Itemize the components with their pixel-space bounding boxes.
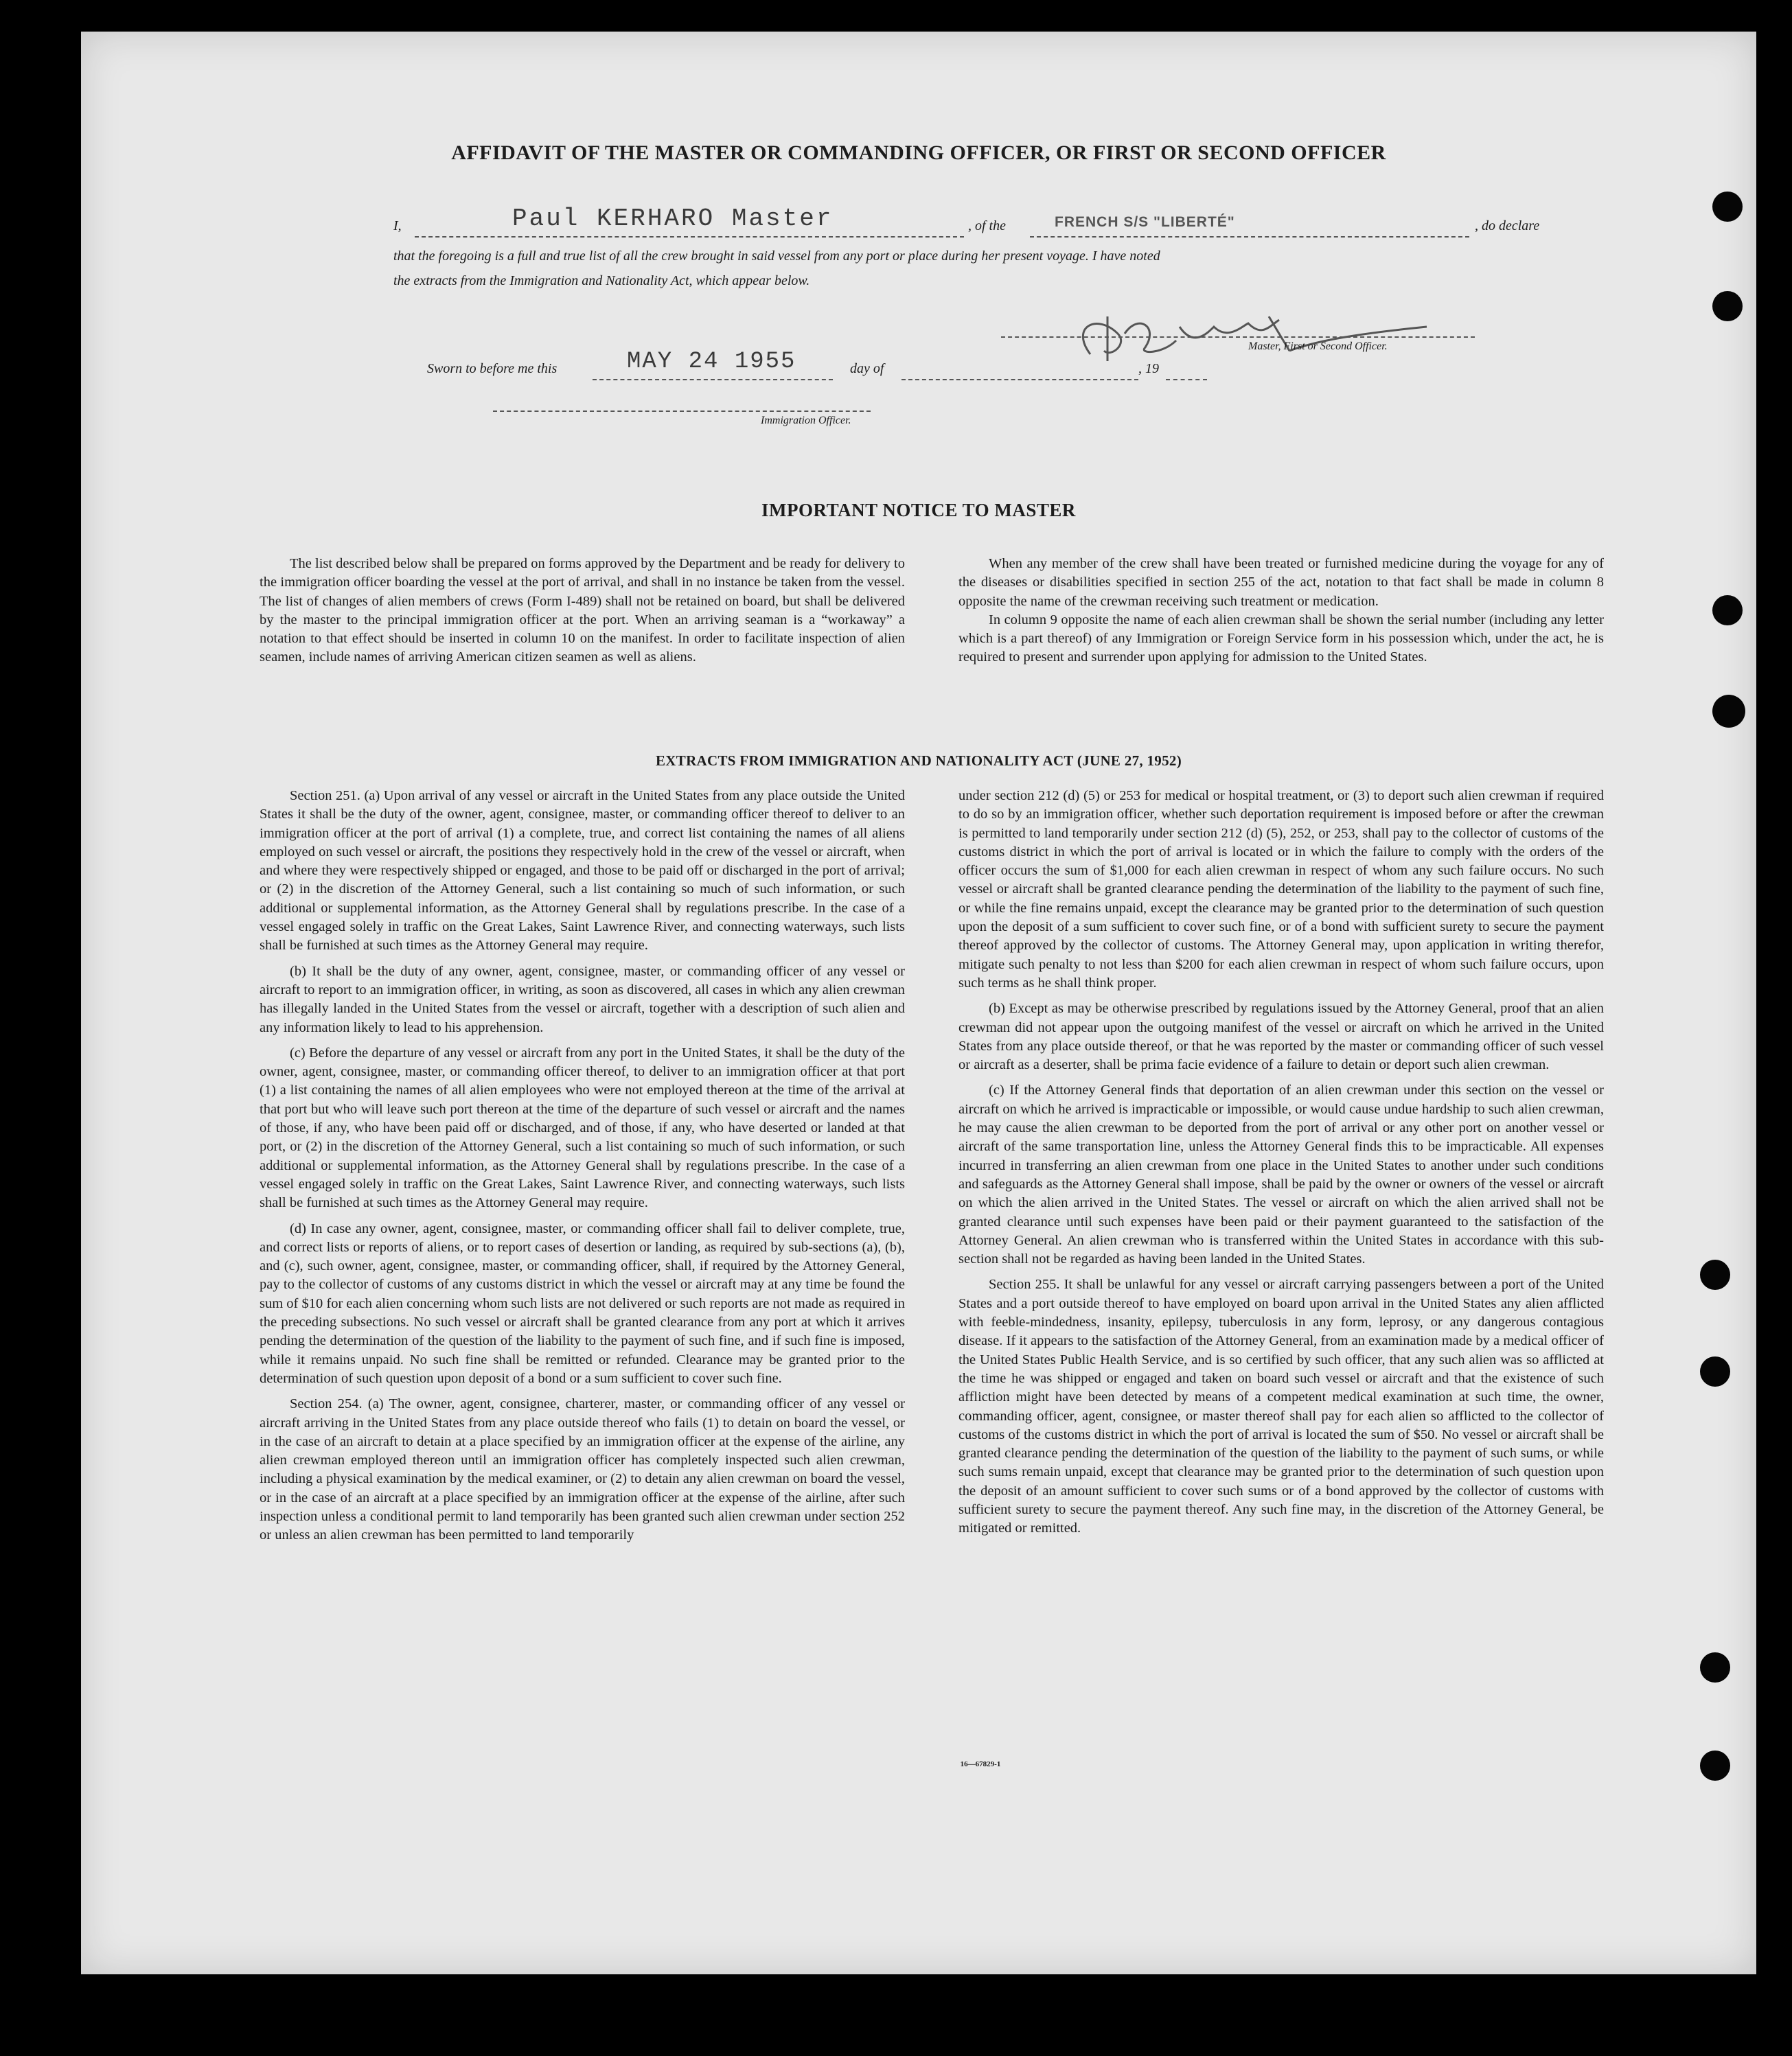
section-251a: Section 251. (a) Upon arrival of any vessel or aircraft in the United States from any place outside the United States it shall be the duty of the owner, agent, consignee, master, or commanding officer thereof to deliver to an immigration officer at the port of arrival (1) a complete, true, and correct list containing the names of all aliens employed on such vessel or aircraft, the positions they respectively hold in the crew of the vessel or aircraft, when and where they were respectively shipped or engaged, and those to be paid off or discharged in the port of arrival; or (2) in the discretion of the Attorney General, such a list containing so much of such information, or such additional or supplemental information, as the Attorney General shall by regulations prescribe. In the case of a vessel engaged solely in traffic on the Great Lakes, Saint Lawrence River, and connecting waterways, such lists shall be furnished at such times as the Attorney General may require.	[260, 788, 905, 954]
binder-hole	[1700, 1652, 1730, 1683]
year-label: , 19	[1138, 361, 1159, 376]
day-of-label: day of	[850, 361, 884, 376]
binder-hole	[1712, 192, 1743, 222]
document-page	[81, 32, 1756, 1974]
notice-title: IMPORTANT NOTICE TO MASTER	[761, 500, 1076, 520]
i-label: I,	[393, 218, 402, 233]
declaration-line-1: that the foregoing is a full and true list of all the crew brought in said vessel from any port or place during her present voyage. I have noted	[393, 249, 1160, 264]
binder-hole	[1700, 1356, 1730, 1387]
officer-caption: Immigration Officer.	[761, 415, 851, 426]
binder-hole	[1712, 291, 1743, 321]
notice-left: The list described below shall be prepared on forms approved by the Department and be ready for delivery to the immigration officer boarding the vessel at the port of arrival, and shall in no instance be taken from the vessel. The list of changes of alien members of crews (Form I-489) shall not be retained on board, but shall be delivered by the master to the principal immigration officer at the port. When an arriving seaman is a “workaway” a notation to that effect should be inserted in column 10 on the manifest. In order to facilitate inspection of alien seamen, include names of arriving American citizen seamen as well as aliens.	[260, 556, 905, 665]
declaration-line-2: the extracts from the Immigration and Nationality Act, which appear below.	[393, 273, 810, 288]
sworn-date: MAY 24 1955	[627, 349, 796, 375]
form-number: 16—67829-1	[960, 1760, 1001, 1768]
extracts-right-column	[958, 787, 1604, 1545]
section-254a: Section 254. (a) The owner, agent, consignee, charterer, master, or commanding officer of any vessel or aircraft arriving in the United States from any place outside thereof who fails (1) to detain on board the vessel, or in the case of an aircraft to detain at a place specified by an immigration officer at the expense of the airline, any alien crewman employed thereon until an immigration officer has completely inspected such alien crewman, including a physical examination by the medical examiner, or (2) to detain any alien crewman on board the vessel, or in the case of an aircraft at a place specified by an immigration officer at the expense of the airline, after such inspection unless a conditional permit to land temporarily has been granted such alien crewman under section 252 or unless an alien crewman has been permitted to land temporarily	[260, 1396, 905, 1543]
section-254a-cont: under section 212 (d) (5) or 253 for medical or hospital treatment, or (3) to deport such alien crewman if required to do so by an immigration officer, whether such deportation requirement is imposed before or after the crewman is permitted to land temporarily under section 212 (d) (5), 252, or 253, shall pay to the collector of customs of the customs district in which the port of arrival is located or in which the failure to comply with the orders of the officer occurs the sum of $1,000 for each alien crewman in respect of whom any such failure occurs. No such vessel or aircraft shall be granted clearance pending the determination of the liability to the payment of such fine, or while the fine remains unpaid, except the clearance may be granted prior to the determination of such question upon the deposit of a sum sufficient to cover such fine, or of a bond with sufficient surety to secure the payment thereof approved by the collector of customs. The Attorney General may, upon application in writing therefor, mitigate such penalty to not less than $200 for each alien crewman in respect of whom such failure occurs, upon such terms as he shall think proper.	[958, 788, 1604, 991]
sworn-label: Sworn to before me this	[427, 361, 558, 376]
signer-caption: Master, First or Second Officer.	[1248, 340, 1388, 352]
extracts-title: EXTRACTS FROM IMMIGRATION AND NATIONALITY ACT (JUNE 27, 1952)	[656, 752, 1182, 769]
section-251c: (c) Before the departure of any vessel or aircraft from any port in the United States, it shall be the duty of the owner, agent, consignee, master, or commanding officer thereof, to deliver to an immigration officer at that port (1) a list containing the names of all alien employees who were not employed thereon at the time of the arrival at that port but who will leave such port thereon at the time of the departure of such vessel or aircraft and the names of those, if any, who have been paid off or discharged, and of those, if any, who have deserted or landed at that port, or (2) in the discretion of the Attorney General, such a list containing so much of such information, or such additional or supplemental information, as the Attorney General shall by regulations prescribe. In the case of a vessel engaged solely in traffic on the Great Lakes, Saint Lawrence River, and connecting waterways, such lists shall be furnished at such times as the Attorney General may require.	[260, 1045, 905, 1211]
affidavit-title: AFFIDAVIT OF THE MASTER OR COMMANDING OFFICER, OR FIRST OR SECOND OFFICER	[451, 141, 1386, 164]
of-the-label: , of the	[968, 218, 1006, 233]
section-251d: (d) In case any owner, agent, consignee, master, or commanding officer shall fail to deliver complete, true, and correct lists or reports of aliens, or to report cases of desertion or landing, as required by sub-sections (a), (b), and (c), such owner, agent, consignee, master, or commanding officer, shall, if required by the Attorney General, pay to the collector of customs of any customs district in which the vessel or aircraft may at any time be found the sum of $10 for each alien concerning whom such lists are not delivered or such reports are not made as required in the preceding subsections. No such vessel or aircraft shall be granted clearance from any port at which it arrives pending the determination of the question of the liability to the payment of such fine, and if such fine is imposed, while it remains unpaid. No such fine shall be remitted or refunded. Clearance may be granted prior to the determination of such question upon deposit of a bond or a sum sufficient to cover such fine.	[260, 1221, 905, 1386]
vessel-name: FRENCH S/S "LIBERTÉ"	[1055, 214, 1235, 230]
binder-hole	[1700, 1260, 1730, 1290]
binder-hole	[1700, 1751, 1730, 1781]
master-name: Paul KERHARO Master	[512, 205, 834, 233]
binder-hole	[1712, 595, 1743, 625]
section-251b: (b) It shall be the duty of any owner, agent, consignee, master, or commanding officer of any vessel or aircraft to report to an immigration officer, in writing, as soon as discovered, all cases in which any alien crewman has illegally landed in the United States from the vessel or aircraft, together with a description of such alien and any information likely to lead to his apprehension.	[260, 963, 905, 1035]
do-declare-label: , do declare	[1475, 218, 1540, 233]
notice-right: When any member of the crew shall have been treated or furnished medicine during the voyage for any of the diseases or disabilities specified in section 255 of the act, notation to that fact shall be made in column 8 opposite the name of the crewman receiving such treatment or medication. In column 9 opposite the name of each alien crewman shall be shown the serial number (including any letter which is a part thereof) of any Immigration or Foreign Service form in his possession which, under the act, he is required to present and surrender upon applying for admission to the United States.	[958, 556, 1604, 665]
section-255: Section 255. It shall be unlawful for any vessel or aircraft carrying passengers between a port of the United States and a port outside thereof to have employed on board upon arrival in the United States any alien afflicted with feeble-mindedness, insanity, epilepsy, tuberculosis in any form, leprosy, or any dangerous contagious disease. If it appears to the satisfaction of the Attorney General, from an examination made by a medical officer of the United States Public Health Service, and is so certified by such officer, that any such alien was so afflicted at the time he was shipped or engaged and taken on board such vessel or aircraft and that the existence of such affliction might have been detected by means of a competent medical examination at such time, the owner, commanding officer, agent, consignee, or master thereof shall pay for each alien so afflicted to the collector of customs of the customs district in which the port of arrival is located the sum of $50. No vessel or aircraft shall be granted clearance pending the determination of the question of the liability to the payment of such sums, or while such sums remain unpaid, except that clearance may be granted prior to the determination of such question upon the deposit of an amount sufficient to cover such sums or of a bond approved by the collector of customs with sufficient surety to secure the payment thereof. Any such fine may, in the discretion of the Attorney General, be mitigated or remitted.	[958, 1277, 1604, 1536]
extracts-left-column	[260, 787, 905, 1552]
binder-hole	[1712, 695, 1745, 728]
section-254b: (b) Except as may be otherwise prescribed by regulations issued by the Attorney General, proof that an alien crewman did not appear upon the outgoing manifest of the vessel or aircraft on which he arrived in the United States from any place outside thereof, or that he was reported by the master or commanding officer of such vessel or aircraft as a deserter, shall be prima facie evidence of a failure to detain or deport such alien crewman.	[958, 1001, 1604, 1073]
section-254c: (c) If the Attorney General finds that deportation of an alien crewman under this section on the vessel or aircraft on which he arrived is impracticable or impossible, or would cause undue hardship to such alien crewman, he may cause the alien crewman to be deported from the port of arrival or any other port on another vessel or aircraft of the same transportation line, unless the Attorney General finds this to be impracticable. All expenses incurred in transferring an alien crewman from one place in the United States to another under such conditions and safeguards as the Attorney General shall impose, shall be paid by the owner or owners of the vessel or aircraft on which the alien arrived in the United States. The vessel or aircraft on which the alien arrived shall not be granted clearance until such expenses have been paid or their payment guaranteed to the satisfaction of the Attorney General. An alien crewman who is transferred within the United States in accordance with this sub-section shall not be regarded as having been landed in the United States.	[958, 1083, 1604, 1267]
